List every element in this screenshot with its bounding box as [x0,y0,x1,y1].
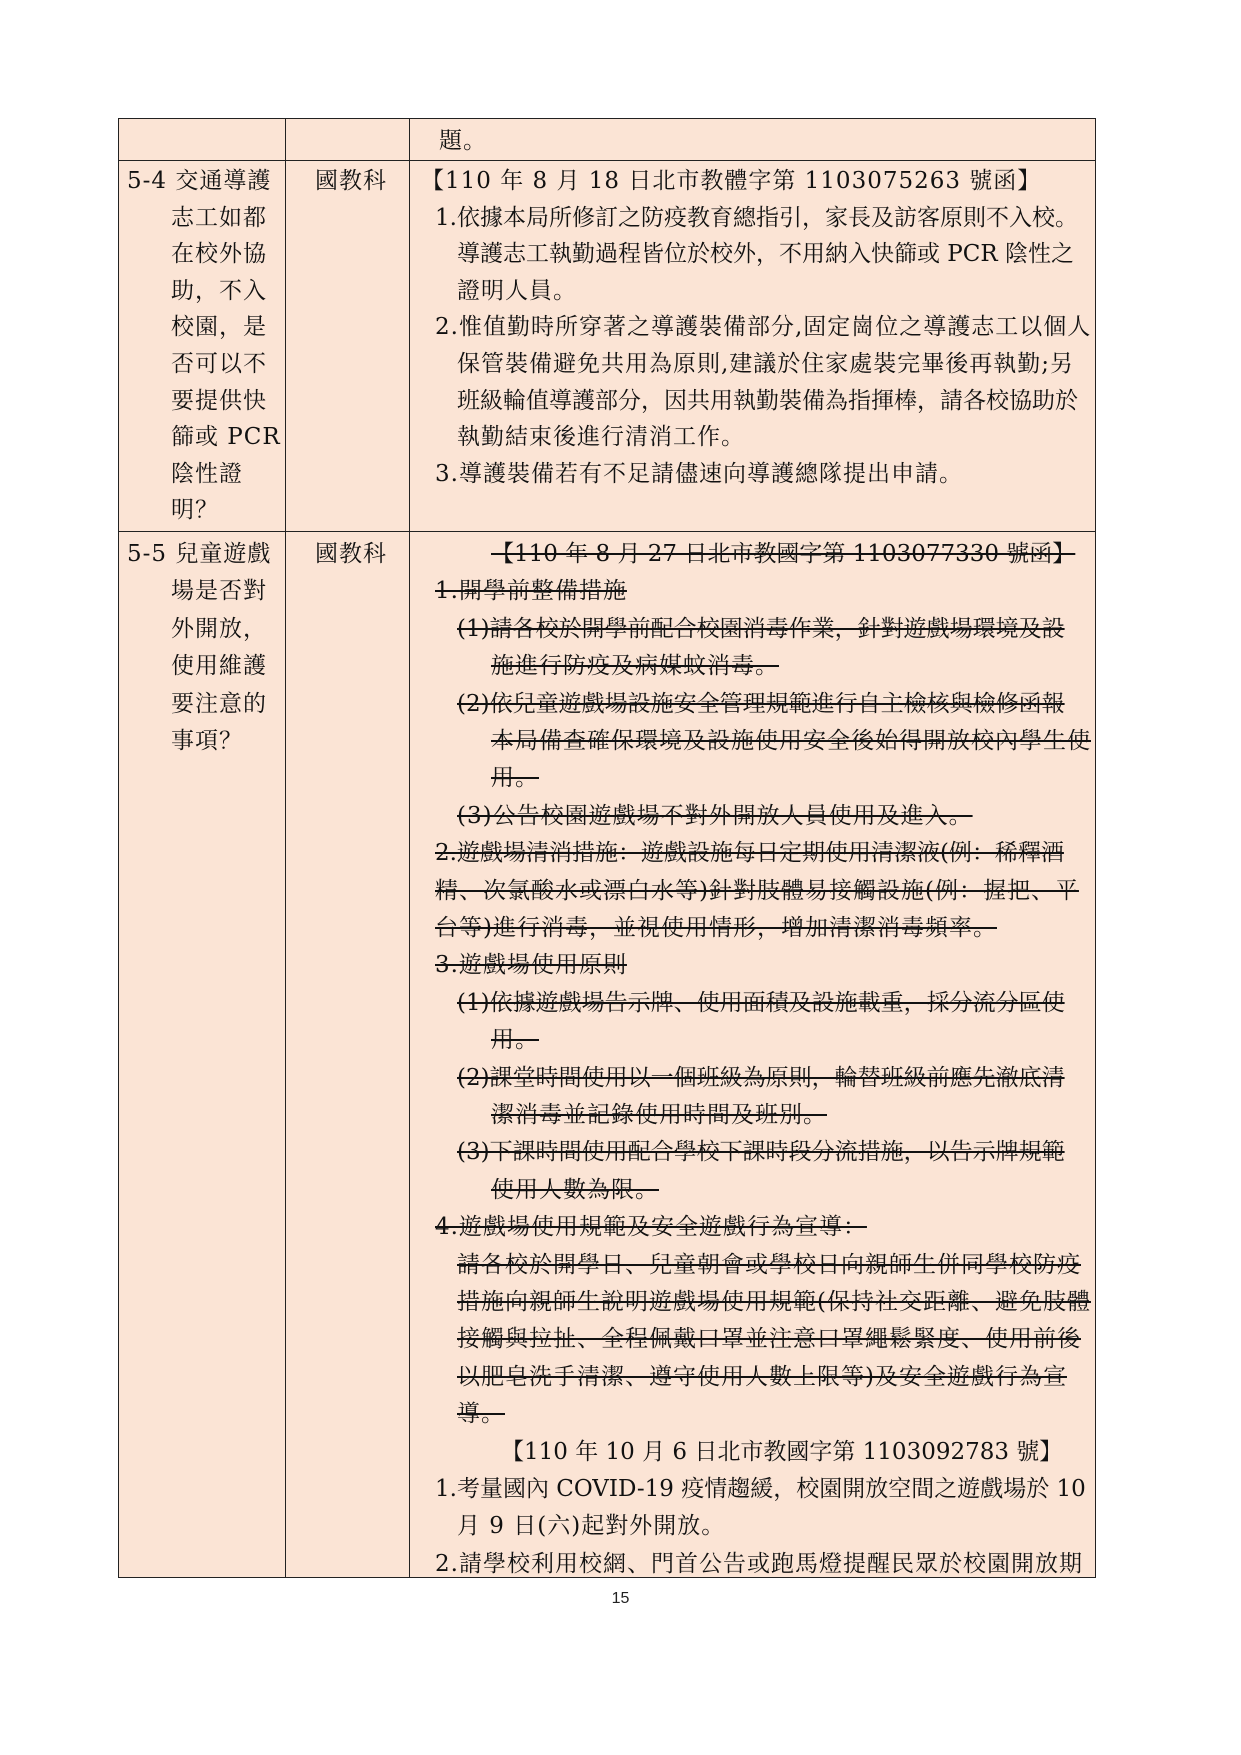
content-line: 1.考量國內 COVID-19 疫情趨緩，校園開放空間之遊戲場於 10 [435,1476,1086,1502]
column-divider [409,119,410,1577]
struck-content-line: 2.遊戲場清消措施：遊戲設施每日定期使用清潔液(例：稀釋酒 [435,840,1064,867]
content-line: 導護志工執勤過程皆位於校外，不用納入快篩或 PCR 陰性之 [457,241,1075,268]
struck-content-line: 潔消毒並記錄使用時間及班別。 [491,1102,827,1128]
column-divider [285,119,286,1577]
row-divider [119,160,1095,161]
struck-content-line: 3.遊戲場使用原則 [435,952,627,979]
content-line: 【110 年 10 月 6 日北市教國字第 1103092783 號】 [501,1438,1063,1465]
struck-content-line: 用。 [491,1027,539,1054]
content-line: 2.惟值勤時所穿著之導護裝備部分,固定崗位之導護志工以個人 [435,314,1092,341]
struck-content-line: (1)請各校於開學前配合校園消毒作業，針對遊戲場環境及設 [457,615,1065,642]
question-line: 篩或 PCR [171,424,281,451]
question-line: 否可以不 [171,351,267,377]
struck-content-line: (1)依據遊戲場告示牌、使用面積及設施載重，採分流分區使 [457,989,1065,1016]
row-divider [119,531,1095,532]
content-line: 月 9 日(六)起對外開放。 [457,1513,726,1540]
struck-content-line: 4.遊戲場使用規範及安全遊戲行為宣導： [435,1214,867,1241]
question-line: 校園，是 [171,314,267,341]
question-line: 要注意的 [171,690,267,717]
question-line: 5-5 兒童遊戲 [127,541,272,567]
content-line: 保管裝備避免共用為原則,建議於住家處裝完畢後再執勤;另 [457,351,1075,377]
question-line: 場是否對 [171,578,267,605]
content-line: 2.請學校利用校網、門首公告或跑馬燈提醒民眾於校園開放期 [435,1550,1083,1577]
struck-content-line: 導。 [457,1401,505,1428]
struck-content-line: 請各校於開學日、兒童朝會或學校日向親師生併同學校防疫 [457,1251,1081,1278]
responsible-unit: 國教科 [315,541,387,567]
struck-content-line: (2)課堂時間使用以一個班級為原則，輪替班級前應先澈底清 [457,1064,1065,1091]
struck-content-line: 以肥皂洗手清潔、遵守使用人數上限等)及安全遊戲行為宣 [457,1363,1067,1390]
struck-content-line: 精、次氯酸水或漂白水等)針對肢體易接觸設施(例：握把、平 [435,877,1079,904]
struck-content-line: 措施向親師生說明遊戲場使用規範(保持社交距離、避免肢體 [457,1289,1091,1315]
struck-content-line: 施進行防疫及病媒蚊消毒。 [491,653,779,680]
question-line: 要提供快 [171,387,267,414]
struck-content-line: 接觸與拉扯、全程佩戴口罩並注意口罩繩鬆緊度、使用前後 [457,1326,1081,1353]
question-line: 陰性證 [171,460,243,487]
question-line: 志工如都 [171,204,267,231]
content-line: 執勤結束後進行清消工作。 [457,424,745,451]
struck-content-line: 用。 [491,765,539,792]
content-line: 【110 年 8 月 18 日北市教體字第 1103075263 號函】 [421,168,1042,194]
question-line: 明？ [171,497,219,524]
faq-table [118,118,1096,1578]
struck-content-line: (2)依兒童遊戲場設施安全管理規範進行自主檢核與檢修函報 [457,690,1065,717]
content-line: 證明人員。 [457,277,577,304]
content-line: 題。 [439,128,487,154]
question-line: 事項？ [171,728,243,754]
page-number: 15 [611,1590,630,1607]
struck-content-line: 台等)進行消毒，並視使用情形，增加清潔消毒頻率。 [435,915,997,941]
content-line: 3.導護裝備若有不足請儘速向導護總隊提出申請。 [435,460,963,487]
struck-content-line: 使用人數為限。 [491,1176,659,1203]
question-line: 5-4 交通導護 [127,168,272,194]
struck-content-line: 【110 年 8 月 27 日北市教國字第 1103077330 號函】 [491,541,1076,567]
struck-content-line: (3)下課時間使用配合學校下課時段分流措施，以告示牌規範 [457,1139,1065,1166]
question-line: 外開放， [171,615,267,642]
content-line: 班級輪值導護部分，因共用執勤裝備為指揮棒，請各校協助於 [457,387,1078,414]
responsible-unit: 國教科 [315,168,387,194]
struck-content-line: 本局備查確保環境及設施使用安全後始得開放校內學生使 [491,728,1091,754]
struck-content-line: 1.開學前整備措施 [435,578,627,605]
question-line: 在校外協 [171,241,267,268]
content-line: 1.依據本局所修訂之防疫教育總指引，家長及訪客原則不入校。 [435,204,1078,231]
question-line: 助，不入 [171,277,267,304]
struck-content-line: (3)公告校園遊戲場不對外開放人員使用及進入。 [457,802,973,829]
question-line: 使用維護 [171,653,267,680]
